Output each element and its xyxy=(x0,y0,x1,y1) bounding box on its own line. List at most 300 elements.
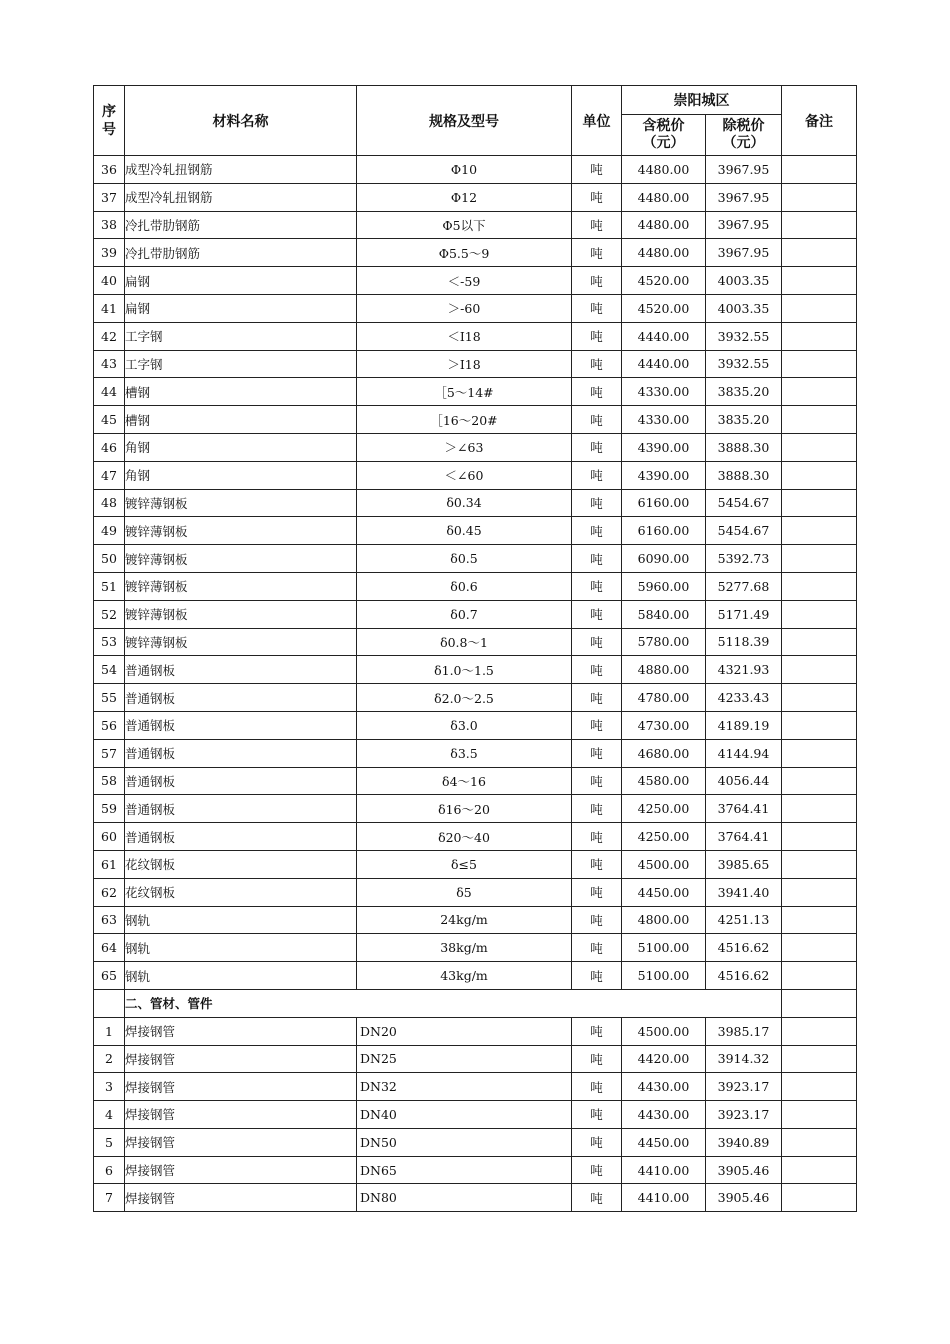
cell-tax-exclusive-price: 3835.20 xyxy=(706,406,782,434)
cell-remark xyxy=(782,962,857,990)
cell-serial-no: 39 xyxy=(94,239,125,267)
table-row xyxy=(94,545,857,573)
cell-unit: 吨 xyxy=(572,1073,622,1101)
cell-unit: 吨 xyxy=(572,211,622,239)
cell-tax-inclusive-price: 4680.00 xyxy=(622,739,706,767)
cell-remark xyxy=(782,934,857,962)
cell-tax-inclusive-price: 5960.00 xyxy=(622,572,706,600)
cell-remark xyxy=(782,545,857,573)
header-tax-inclusive-unit: （元） xyxy=(642,135,685,151)
header-serial-no-line1: 序 xyxy=(102,103,116,120)
table-row xyxy=(94,1184,857,1212)
cell-tax-exclusive-price: 3905.46 xyxy=(706,1184,782,1212)
cell-unit: 吨 xyxy=(572,628,622,656)
table-row xyxy=(94,823,857,851)
table-row xyxy=(94,406,857,434)
cell-remark xyxy=(782,239,857,267)
cell-remark xyxy=(782,1017,857,1045)
cell-spec-model: ［5～14# xyxy=(357,378,572,406)
cell-tax-inclusive-price: 4250.00 xyxy=(622,823,706,851)
cell-serial-no: 55 xyxy=(94,684,125,712)
table-row xyxy=(94,239,857,267)
cell-unit: 吨 xyxy=(572,545,622,573)
cell-tax-exclusive-price: 4189.19 xyxy=(706,711,782,739)
table-row xyxy=(94,461,857,489)
cell-serial-no: 54 xyxy=(94,656,125,684)
cell-remark xyxy=(782,378,857,406)
cell-spec-model: DN20 xyxy=(357,1017,572,1045)
cell-remark xyxy=(782,767,857,795)
section-title: 二、管材、管件 xyxy=(125,989,782,1017)
cell-material-name: 镀锌薄钢板 xyxy=(125,628,357,656)
header-serial-no xyxy=(94,86,125,156)
cell-unit: 吨 xyxy=(572,406,622,434)
cell-tax-inclusive-price: 6090.00 xyxy=(622,545,706,573)
cell-unit: 吨 xyxy=(572,1184,622,1212)
cell-unit: 吨 xyxy=(572,572,622,600)
cell-material-name: 普通钢板 xyxy=(125,767,357,795)
cell-unit: 吨 xyxy=(572,239,622,267)
cell-tax-inclusive-price: 4780.00 xyxy=(622,684,706,712)
cell-serial-no: 1 xyxy=(94,1017,125,1045)
cell-tax-inclusive-price: 4440.00 xyxy=(622,322,706,350)
cell-serial-no: 43 xyxy=(94,350,125,378)
cell-spec-model: Φ5以下 xyxy=(357,211,572,239)
cell-tax-exclusive-price: 3967.95 xyxy=(706,183,782,211)
table-row xyxy=(94,433,857,461)
header-unit: 单位 xyxy=(572,86,622,156)
cell-remark xyxy=(782,433,857,461)
cell-tax-exclusive-price: 4516.62 xyxy=(706,962,782,990)
header-tax-exclusive-unit: （元） xyxy=(722,135,765,151)
pipe-rows xyxy=(94,1017,857,1212)
table-row xyxy=(94,350,857,378)
cell-unit: 吨 xyxy=(572,1101,622,1129)
cell-unit: 吨 xyxy=(572,1156,622,1184)
section-header-no xyxy=(94,989,125,1017)
cell-remark xyxy=(782,850,857,878)
cell-material-name: 焊接钢管 xyxy=(125,1017,357,1045)
header-tax-exclusive-label: 除税价 xyxy=(722,118,765,134)
cell-remark xyxy=(782,1045,857,1073)
cell-tax-exclusive-price: 3888.30 xyxy=(706,433,782,461)
table-row xyxy=(94,294,857,322)
cell-tax-inclusive-price: 4390.00 xyxy=(622,433,706,461)
cell-unit: 吨 xyxy=(572,823,622,851)
cell-spec-model: δ0.8～1 xyxy=(357,628,572,656)
cell-unit: 吨 xyxy=(572,322,622,350)
cell-tax-exclusive-price: 3967.95 xyxy=(706,156,782,184)
cell-unit: 吨 xyxy=(572,656,622,684)
cell-tax-exclusive-price: 3914.32 xyxy=(706,1045,782,1073)
table-row xyxy=(94,267,857,295)
table-row xyxy=(94,906,857,934)
cell-spec-model: δ3.0 xyxy=(357,711,572,739)
cell-tax-exclusive-price: 4321.93 xyxy=(706,656,782,684)
header-material-name: 材料名称 xyxy=(125,86,357,156)
cell-material-name: 焊接钢管 xyxy=(125,1101,357,1129)
cell-spec-model: δ≤5 xyxy=(357,850,572,878)
cell-material-name: 镀锌薄钢板 xyxy=(125,517,357,545)
cell-serial-no: 37 xyxy=(94,183,125,211)
cell-tax-exclusive-price: 4233.43 xyxy=(706,684,782,712)
cell-tax-inclusive-price: 4480.00 xyxy=(622,183,706,211)
cell-spec-model: Φ5.5～9 xyxy=(357,239,572,267)
cell-spec-model: ＞Ⅰ18 xyxy=(357,350,572,378)
cell-remark xyxy=(782,823,857,851)
cell-remark xyxy=(782,906,857,934)
cell-material-name: 角钢 xyxy=(125,461,357,489)
section-pipes xyxy=(94,989,857,1017)
cell-material-name: 工字钢 xyxy=(125,350,357,378)
cell-material-name: 成型冷轧扭钢筋 xyxy=(125,156,357,184)
cell-unit: 吨 xyxy=(572,684,622,712)
cell-remark xyxy=(782,267,857,295)
header-spec-model: 规格及型号 xyxy=(357,86,572,156)
cell-spec-model: DN50 xyxy=(357,1128,572,1156)
cell-spec-model: δ1.0～1.5 xyxy=(357,656,572,684)
cell-spec-model: δ3.5 xyxy=(357,739,572,767)
cell-serial-no: 50 xyxy=(94,545,125,573)
cell-tax-exclusive-price: 4251.13 xyxy=(706,906,782,934)
cell-tax-inclusive-price: 4480.00 xyxy=(622,156,706,184)
table-row xyxy=(94,572,857,600)
cell-remark xyxy=(782,517,857,545)
cell-unit: 吨 xyxy=(572,183,622,211)
cell-serial-no: 56 xyxy=(94,711,125,739)
cell-tax-exclusive-price: 3905.46 xyxy=(706,1156,782,1184)
cell-tax-inclusive-price: 5100.00 xyxy=(622,962,706,990)
cell-serial-no: 7 xyxy=(94,1184,125,1212)
cell-serial-no: 48 xyxy=(94,489,125,517)
cell-tax-exclusive-price: 3967.95 xyxy=(706,211,782,239)
cell-tax-inclusive-price: 4410.00 xyxy=(622,1184,706,1212)
cell-material-name: 花纹钢板 xyxy=(125,878,357,906)
cell-unit: 吨 xyxy=(572,795,622,823)
cell-unit: 吨 xyxy=(572,739,622,767)
cell-serial-no: 42 xyxy=(94,322,125,350)
cell-unit: 吨 xyxy=(572,294,622,322)
cell-unit: 吨 xyxy=(572,517,622,545)
cell-serial-no: 58 xyxy=(94,767,125,795)
cell-material-name: 槽钢 xyxy=(125,378,357,406)
cell-serial-no: 44 xyxy=(94,378,125,406)
cell-serial-no: 61 xyxy=(94,850,125,878)
cell-spec-model: 43kg/m xyxy=(357,962,572,990)
cell-remark xyxy=(782,878,857,906)
cell-unit: 吨 xyxy=(572,156,622,184)
cell-tax-exclusive-price: 5171.49 xyxy=(706,600,782,628)
cell-tax-inclusive-price: 4430.00 xyxy=(622,1101,706,1129)
table-row xyxy=(94,1156,857,1184)
cell-unit: 吨 xyxy=(572,489,622,517)
cell-serial-no: 64 xyxy=(94,934,125,962)
cell-tax-inclusive-price: 4450.00 xyxy=(622,1128,706,1156)
cell-spec-model: 24kg/m xyxy=(357,906,572,934)
cell-tax-exclusive-price: 4516.62 xyxy=(706,934,782,962)
cell-material-name: 镀锌薄钢板 xyxy=(125,600,357,628)
cell-tax-exclusive-price: 3985.65 xyxy=(706,850,782,878)
cell-spec-model: DN25 xyxy=(357,1045,572,1073)
cell-serial-no: 6 xyxy=(94,1156,125,1184)
cell-spec-model: δ20～40 xyxy=(357,823,572,851)
cell-remark xyxy=(782,628,857,656)
cell-material-name: 焊接钢管 xyxy=(125,1156,357,1184)
cell-material-name: 普通钢板 xyxy=(125,795,357,823)
cell-unit: 吨 xyxy=(572,600,622,628)
table-row xyxy=(94,684,857,712)
cell-serial-no: 46 xyxy=(94,433,125,461)
table-row xyxy=(94,795,857,823)
table-row xyxy=(94,850,857,878)
cell-serial-no: 59 xyxy=(94,795,125,823)
section-header-row xyxy=(94,989,857,1017)
cell-material-name: 普通钢板 xyxy=(125,739,357,767)
cell-tax-inclusive-price: 4330.00 xyxy=(622,378,706,406)
cell-tax-inclusive-price: 4250.00 xyxy=(622,795,706,823)
table-row xyxy=(94,962,857,990)
cell-unit: 吨 xyxy=(572,1017,622,1045)
cell-tax-inclusive-price: 4420.00 xyxy=(622,1045,706,1073)
header-region: 崇阳城区 xyxy=(622,86,782,115)
header-tax-inclusive-price xyxy=(622,115,706,156)
table-row xyxy=(94,1101,857,1129)
cell-tax-inclusive-price: 4480.00 xyxy=(622,239,706,267)
cell-unit: 吨 xyxy=(572,934,622,962)
cell-tax-inclusive-price: 4480.00 xyxy=(622,211,706,239)
cell-serial-no: 36 xyxy=(94,156,125,184)
cell-tax-inclusive-price: 5780.00 xyxy=(622,628,706,656)
cell-remark xyxy=(782,795,857,823)
table-row xyxy=(94,739,857,767)
cell-tax-inclusive-price: 6160.00 xyxy=(622,489,706,517)
cell-spec-model: δ0.34 xyxy=(357,489,572,517)
cell-tax-exclusive-price: 3940.89 xyxy=(706,1128,782,1156)
cell-material-name: 焊接钢管 xyxy=(125,1184,357,1212)
table-row xyxy=(94,878,857,906)
cell-material-name: 钢轨 xyxy=(125,906,357,934)
cell-spec-model: Φ12 xyxy=(357,183,572,211)
table-row xyxy=(94,183,857,211)
section-header-remark xyxy=(782,989,857,1017)
cell-remark xyxy=(782,1101,857,1129)
cell-spec-model: 38kg/m xyxy=(357,934,572,962)
cell-serial-no: 51 xyxy=(94,572,125,600)
cell-tax-exclusive-price: 4003.35 xyxy=(706,267,782,295)
cell-tax-inclusive-price: 4330.00 xyxy=(622,406,706,434)
cell-material-name: 焊接钢管 xyxy=(125,1073,357,1101)
cell-serial-no: 62 xyxy=(94,878,125,906)
cell-remark xyxy=(782,322,857,350)
cell-tax-inclusive-price: 6160.00 xyxy=(622,517,706,545)
cell-spec-model: ＜-59 xyxy=(357,267,572,295)
cell-tax-inclusive-price: 4730.00 xyxy=(622,711,706,739)
cell-spec-model: δ0.45 xyxy=(357,517,572,545)
header-remark: 备注 xyxy=(782,86,857,156)
header-tax-exclusive-price xyxy=(706,115,782,156)
cell-tax-exclusive-price: 3923.17 xyxy=(706,1073,782,1101)
cell-material-name: 钢轨 xyxy=(125,962,357,990)
cell-tax-inclusive-price: 4500.00 xyxy=(622,1017,706,1045)
cell-material-name: 普通钢板 xyxy=(125,656,357,684)
header-serial-no-line2: 号 xyxy=(102,121,116,138)
cell-material-name: 扁钢 xyxy=(125,294,357,322)
cell-tax-exclusive-price: 3932.55 xyxy=(706,350,782,378)
cell-serial-no: 47 xyxy=(94,461,125,489)
cell-tax-inclusive-price: 4410.00 xyxy=(622,1156,706,1184)
cell-remark xyxy=(782,350,857,378)
cell-remark xyxy=(782,461,857,489)
cell-tax-exclusive-price: 3835.20 xyxy=(706,378,782,406)
cell-remark xyxy=(782,1128,857,1156)
cell-remark xyxy=(782,406,857,434)
cell-serial-no: 3 xyxy=(94,1073,125,1101)
table-row xyxy=(94,600,857,628)
cell-tax-inclusive-price: 5840.00 xyxy=(622,600,706,628)
cell-tax-exclusive-price: 5454.67 xyxy=(706,517,782,545)
cell-spec-model: δ2.0～2.5 xyxy=(357,684,572,712)
cell-tax-inclusive-price: 4430.00 xyxy=(622,1073,706,1101)
cell-unit: 吨 xyxy=(572,711,622,739)
cell-material-name: 普通钢板 xyxy=(125,711,357,739)
cell-serial-no: 41 xyxy=(94,294,125,322)
cell-unit: 吨 xyxy=(572,850,622,878)
cell-material-name: 成型冷轧扭钢筋 xyxy=(125,183,357,211)
cell-spec-model: DN80 xyxy=(357,1184,572,1212)
cell-material-name: 槽钢 xyxy=(125,406,357,434)
cell-unit: 吨 xyxy=(572,1128,622,1156)
cell-spec-model: Φ10 xyxy=(357,156,572,184)
cell-material-name: 工字钢 xyxy=(125,322,357,350)
cell-tax-exclusive-price: 4144.94 xyxy=(706,739,782,767)
cell-tax-inclusive-price: 4440.00 xyxy=(622,350,706,378)
table-row xyxy=(94,656,857,684)
cell-tax-inclusive-price: 4390.00 xyxy=(622,461,706,489)
cell-serial-no: 49 xyxy=(94,517,125,545)
cell-spec-model: δ0.7 xyxy=(357,600,572,628)
cell-unit: 吨 xyxy=(572,350,622,378)
cell-spec-model: δ5 xyxy=(357,878,572,906)
cell-unit: 吨 xyxy=(572,378,622,406)
table-row xyxy=(94,1045,857,1073)
steel-rows xyxy=(94,156,857,990)
cell-serial-no: 2 xyxy=(94,1045,125,1073)
cell-tax-exclusive-price: 3888.30 xyxy=(706,461,782,489)
cell-unit: 吨 xyxy=(572,461,622,489)
cell-remark xyxy=(782,711,857,739)
cell-tax-inclusive-price: 4800.00 xyxy=(622,906,706,934)
cell-serial-no: 65 xyxy=(94,962,125,990)
cell-tax-exclusive-price: 3967.95 xyxy=(706,239,782,267)
cell-spec-model: δ0.6 xyxy=(357,572,572,600)
cell-material-name: 冷扎带肋钢筋 xyxy=(125,211,357,239)
cell-tax-exclusive-price: 5118.39 xyxy=(706,628,782,656)
cell-remark xyxy=(782,684,857,712)
table-row xyxy=(94,517,857,545)
cell-tax-exclusive-price: 4003.35 xyxy=(706,294,782,322)
cell-remark xyxy=(782,739,857,767)
cell-tax-exclusive-price: 3764.41 xyxy=(706,795,782,823)
cell-serial-no: 52 xyxy=(94,600,125,628)
material-price-table xyxy=(93,85,857,1212)
cell-material-name: 焊接钢管 xyxy=(125,1045,357,1073)
table-row xyxy=(94,628,857,656)
cell-spec-model: ＜Ⅰ18 xyxy=(357,322,572,350)
cell-spec-model: DN65 xyxy=(357,1156,572,1184)
cell-serial-no: 53 xyxy=(94,628,125,656)
cell-tax-inclusive-price: 4880.00 xyxy=(622,656,706,684)
cell-remark xyxy=(782,156,857,184)
cell-spec-model: DN40 xyxy=(357,1101,572,1129)
cell-material-name: 冷扎带肋钢筋 xyxy=(125,239,357,267)
cell-remark xyxy=(782,294,857,322)
cell-spec-model: δ16～20 xyxy=(357,795,572,823)
cell-tax-exclusive-price: 5454.67 xyxy=(706,489,782,517)
cell-serial-no: 5 xyxy=(94,1128,125,1156)
cell-material-name: 钢轨 xyxy=(125,934,357,962)
cell-tax-exclusive-price: 3932.55 xyxy=(706,322,782,350)
header-tax-inclusive-label: 含税价 xyxy=(642,118,685,134)
cell-remark xyxy=(782,600,857,628)
table-row xyxy=(94,934,857,962)
cell-material-name: 镀锌薄钢板 xyxy=(125,489,357,517)
table-row xyxy=(94,1073,857,1101)
table-row xyxy=(94,322,857,350)
cell-material-name: 普通钢板 xyxy=(125,823,357,851)
cell-spec-model: ＞∠63 xyxy=(357,433,572,461)
cell-tax-exclusive-price: 3764.41 xyxy=(706,823,782,851)
cell-remark xyxy=(782,211,857,239)
cell-unit: 吨 xyxy=(572,1045,622,1073)
cell-spec-model: δ4～16 xyxy=(357,767,572,795)
cell-unit: 吨 xyxy=(572,878,622,906)
cell-unit: 吨 xyxy=(572,906,622,934)
cell-serial-no: 63 xyxy=(94,906,125,934)
cell-tax-exclusive-price: 5392.73 xyxy=(706,545,782,573)
cell-unit: 吨 xyxy=(572,433,622,461)
cell-serial-no: 38 xyxy=(94,211,125,239)
cell-remark xyxy=(782,572,857,600)
cell-tax-exclusive-price: 5277.68 xyxy=(706,572,782,600)
cell-tax-exclusive-price: 3923.17 xyxy=(706,1101,782,1129)
cell-material-name: 花纹钢板 xyxy=(125,850,357,878)
cell-material-name: 镀锌薄钢板 xyxy=(125,572,357,600)
cell-remark xyxy=(782,1073,857,1101)
cell-material-name: 扁钢 xyxy=(125,267,357,295)
cell-material-name: 角钢 xyxy=(125,433,357,461)
cell-serial-no: 60 xyxy=(94,823,125,851)
table-row xyxy=(94,1017,857,1045)
table-row xyxy=(94,211,857,239)
cell-tax-inclusive-price: 4450.00 xyxy=(622,878,706,906)
cell-tax-exclusive-price: 3941.40 xyxy=(706,878,782,906)
table-header xyxy=(94,86,857,156)
cell-remark xyxy=(782,1184,857,1212)
cell-tax-exclusive-price: 3985.17 xyxy=(706,1017,782,1045)
cell-serial-no: 40 xyxy=(94,267,125,295)
cell-remark xyxy=(782,656,857,684)
cell-spec-model: δ0.5 xyxy=(357,545,572,573)
cell-tax-inclusive-price: 4580.00 xyxy=(622,767,706,795)
table-row xyxy=(94,378,857,406)
table-row xyxy=(94,489,857,517)
table-row xyxy=(94,1128,857,1156)
cell-tax-inclusive-price: 4520.00 xyxy=(622,267,706,295)
cell-spec-model: DN32 xyxy=(357,1073,572,1101)
cell-tax-inclusive-price: 4520.00 xyxy=(622,294,706,322)
cell-serial-no: 57 xyxy=(94,739,125,767)
cell-serial-no: 45 xyxy=(94,406,125,434)
